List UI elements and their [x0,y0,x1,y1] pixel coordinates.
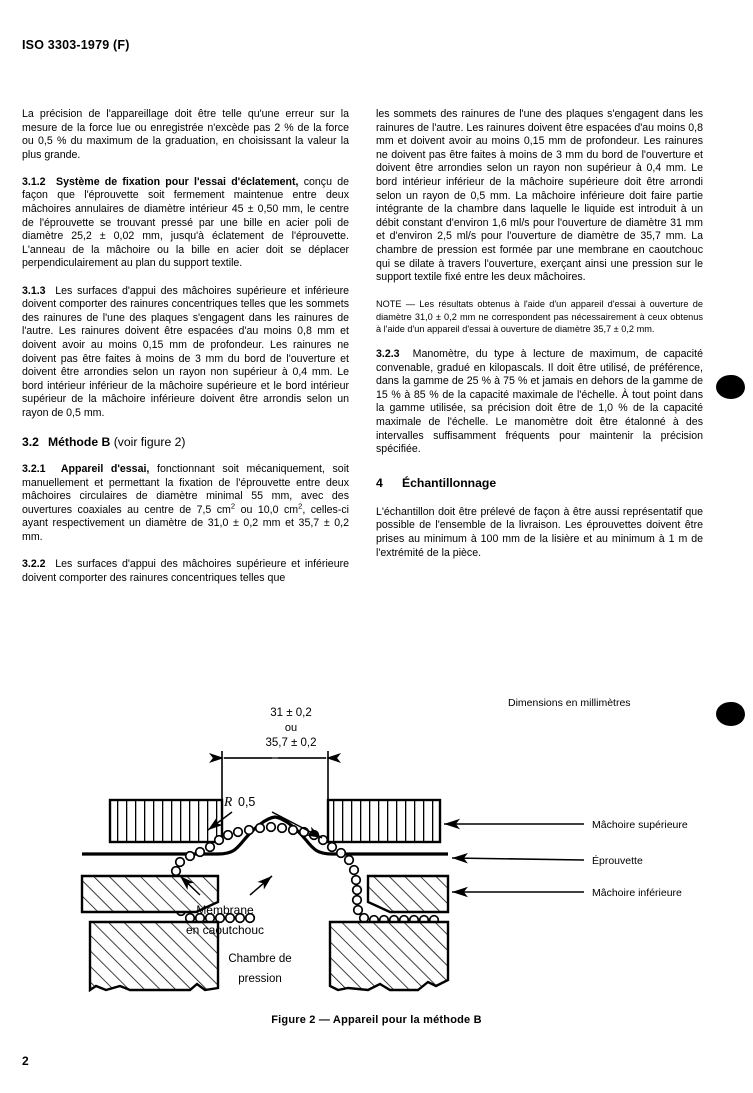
paragraph-continuation-3-2-2: les sommets des rainures de l'une des plaques s'engagent dans les rainures de l'autre. Les rainures doivent être espacées d'au moins 0,8 mm et doivent avoir au moins 0,15 mm de profondeur. Les rainures ne doivent pas être faites à moins de 3 mm du bord de l'ouverture et doivent être arrondies selon un rayon non supérieur à 0,4 mm. Le bord intérieur inférieur de la mâchoire supérieure doit être arrondi selon un rayon de 0,5 mm. La mâchoire inférieure doit faire partie intégrante de la chambre dans laquelle le liquide est introduit à un débit constant d'environ 1,6 ml/s pour l'ouverture de diamètre 31 mm et d'environ 2,5 ml/s pour l'ouverture de diamètre de 35,7 mm. La chambre de pression est formée par une membrane en caoutchouc qui se dilate à travers l'ouverture, exerçant ainsi une pression sur le support textile fixé entre les deux mâchoires. [376,108,703,284]
scan-artifact-lower [716,702,745,726]
clause-title-3-1-2: Système de fixation pour l'essai d'éclatement, [56,175,299,188]
clause-4-body: L'échantillon doit être prélevé de façon à être aussi représentatif que possible de l'ensemble de la livraison. Les éprouvettes doivent être prises au minimum à 100 mm de la lisière et au minimum à 1 m de l'extrémité de la pièce. [376,505,703,559]
clause-body-3-2-2: Les surfaces d'appui des mâchoires supérieure et inférieure doivent comporter des rainures concentriques telles que [22,558,350,584]
callout-label-specimen: Éprouvette [592,855,643,867]
heading-3-2 [22,434,349,450]
upper-jaw-right [328,800,440,842]
callout-label-upper-jaw: Mâchoire supérieure [592,819,688,831]
membrane-label-line2: en caoutchouc [185,923,265,937]
dimension-label-bottom: 35,7 ± 0,2 [265,737,317,749]
paragraph-precision: La précision de l'appareillage doit être telle qu'une erreur sur la mesure de la force lue ou enregistrée n'excède pas 2 % de la force ou 0,5 % du maximum de la graduation, en choisissant la valeur la plus grande. [22,108,349,161]
clause-body-3-2-1-a: fonctionnant soit mécaniquement, soit manuellement et permettant la fixation de l'éprouvette entre deux mâchoires circulaires de diamètre minimal 55 mm, avec des ouvertures coaxiales au centre de 7,5 cm [22,462,349,516]
dimension-label-or: ou [284,722,298,734]
lower-jaw-right [368,876,448,912]
heading-suffix-3-2: (voir figure 2) [113,434,186,449]
chamber-label-line2: pression [238,973,282,985]
scan-artifact-upper [716,375,745,399]
clause-3-2-2 [22,558,349,585]
chamber-label-line1: Chambre de [228,953,292,965]
radius-label-value: 0,5 [238,795,256,809]
heading-number-3-2: 3.2 [22,434,39,449]
clause-number-3-2-2: 3.2.2 [22,558,46,571]
clause-body-3-2-1-b: ou 10,0 cm [235,503,299,516]
heading-title-4: Échantillonnage [402,475,497,490]
clause-number-3-2-3: 3.2.3 [376,348,400,361]
clause-3-2-1 [22,463,349,545]
heading-number-4: 4 [376,475,383,490]
superscript-square-1: 2 [230,501,236,511]
membrane-leader-right [250,876,272,895]
upper-jaw-left [110,800,222,842]
pressure-chamber-right-body [330,922,448,990]
heading-4 [376,475,703,491]
callout-lower-jaw [452,887,682,899]
membrane-label-line1: Membrane [196,903,254,917]
note-block: NOTE — Les résultats obtenus à l'aide d'un appareil d'essai à ouverture de diamètre 31,0 ± 0,2 mm ne correspondent pas nécessairement à ceux obtenus à l'aide d'un appareil d'essai à ouverture de diamètre 35,7 ± 0,2 mm. [376,299,703,334]
heading-title-3-2: Méthode B [48,434,111,449]
document-header: ISO 3303-1979 (F) [22,38,130,52]
page-number: 2 [22,1054,29,1068]
figure-caption: Figure 2 — Appareil pour la méthode B [271,1014,482,1026]
clause-number-3-1-3: 3.1.3 [22,284,46,297]
dimension-label-top: 31 ± 0,2 [270,707,312,719]
radius-label-r: R [224,794,233,809]
clause-body-3-1-3: Les surfaces d'appui des mâchoires supérieure et inférieure doivent comporter des rainures concentriques telles que les sommets des rainures de l'une des plaques s'engagent dans les rainures de l'autre. Les rainures doivent être espacées d'au moins 0,8 mm et doivent avoir au moins 0,15 mm de profondeur. Les rainures ne doivent pas être faites à moins de 3 mm du bord de l'ouverture et doivent être arrondies selon un rayon non supérieur à 0,4 mm. Le bord intérieur inférieur de la mâchoire supérieure et le bord intérieur supérieur de la mâchoire inférieure doivent être arrondis selon un rayon de 0,5 mm. [22,284,350,419]
clause-body-3-2-1-c: , celles-ci ayant respectivement un diamètre de 31,0 ± 0,2 mm et 35,7 ± 0,2 mm. [22,503,350,543]
clause-body-3-1-2: conçu de façon que l'éprouvette soit fermement maintenue entre deux mâchoires annulaires de diamètre intérieur 45 ± 0,50 mm, le centre de l'éprouvette se trouvant pressé par une bille en acier poli de diamètre 25,2 ± 0,02 mm, jusqu'à éclatement de l'éprouvette. L'anneau de la mâchoire ou la bille en acier doit se déplacer perpendiculairement au plan du support textile. [22,175,349,270]
right-text-column [376,108,703,574]
callout-line-specimen [452,858,584,860]
left-text-column [22,108,349,599]
figure-2 [0,690,753,1030]
units-note: Dimensions en millimètres [508,697,631,709]
callout-upper-jaw [444,819,688,831]
clause-3-2-3 [376,348,703,457]
callout-specimen [452,854,643,867]
clause-3-1-3 [22,285,349,421]
figure-2-drawing [0,690,753,1030]
clause-title-3-2-1: Appareil d'essai, [60,462,150,475]
clause-body-3-2-3: Manomètre, du type à lecture de maximum, de capacité convenable, gradué en kilopascals. Il doit être utilisé, de préférence, dans la gamme de 25 % à 75 % et jamais en dehors de la gamme de 15 % à 85 % de la capacité maximale de l'échelle. À tout point dans la gamme utilisée, sa précision doit être de 1,0 % de la capacité maximale de l'échelle. Le manomètre doit être étalonné à des intervalles suffisamment fréquents pour maintenir la précision spécifiée. [376,348,703,456]
clause-3-1-2 [22,176,349,271]
clause-number-3-2-1: 3.2.1 [22,462,46,475]
clause-number-3-1-2: 3.1.2 [22,175,46,188]
superscript-square-2: 2 [298,501,303,511]
callout-label-lower-jaw: Mâchoire inférieure [592,887,682,899]
